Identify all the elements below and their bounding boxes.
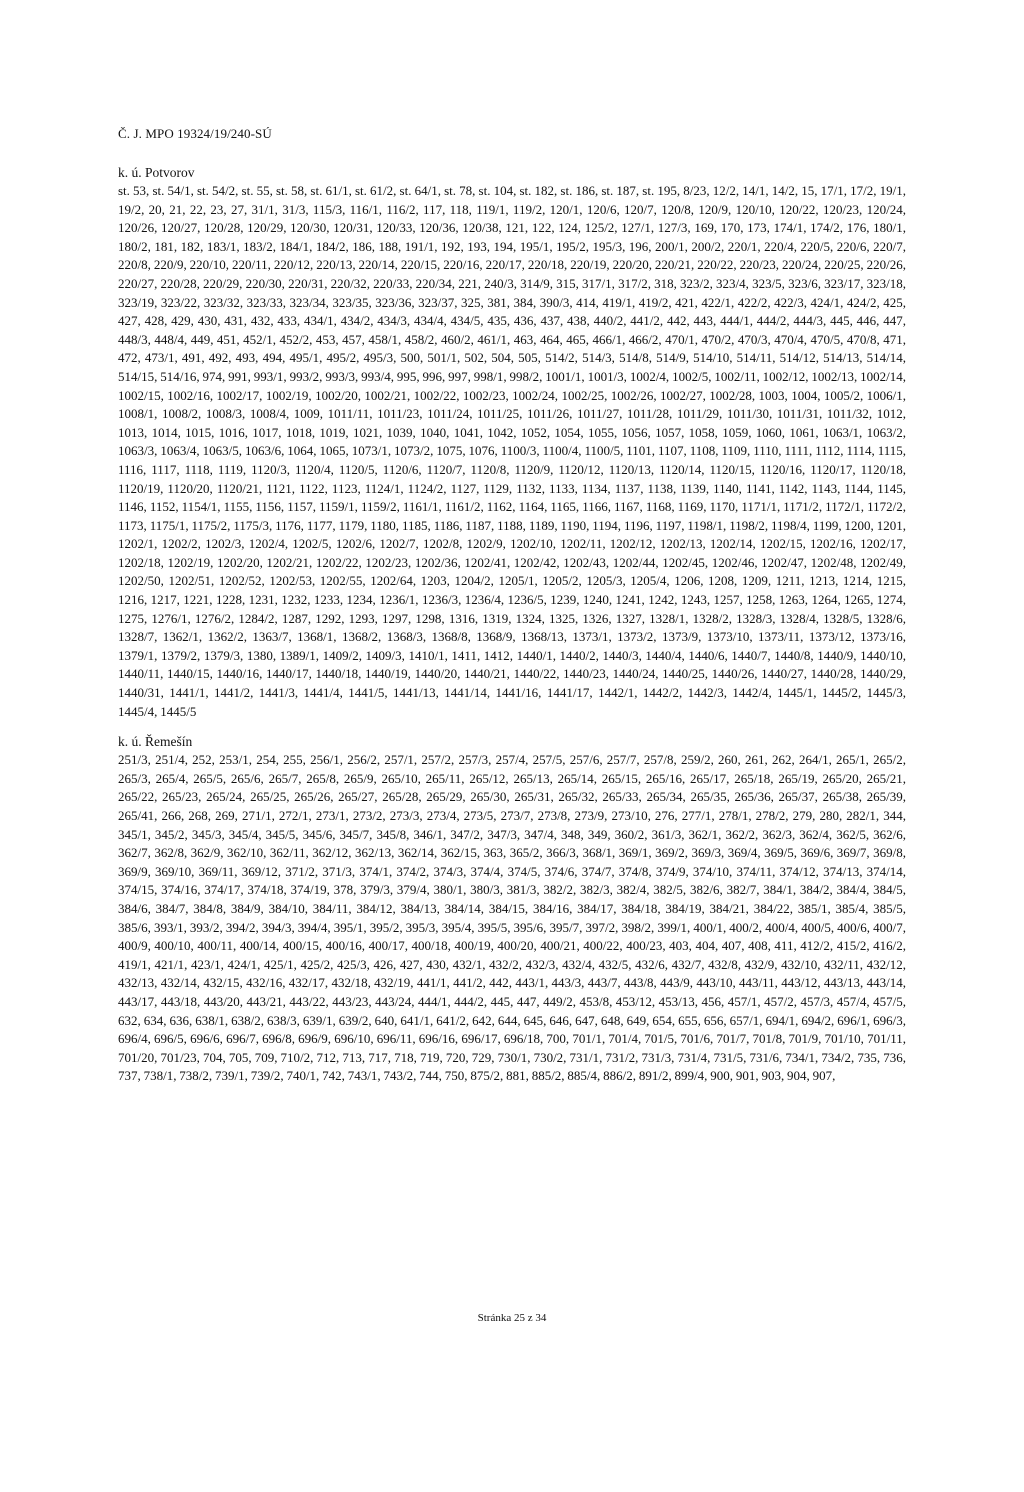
section-remesin [118, 733, 906, 1086]
document-page [118, 126, 906, 1086]
parcel-list: 251/3, 251/4, 252, 253/1, 254, 255, 256/1, 256/2, 257/1, 257/2, 257/3, 257/4, 257/5, 257/6, 257/7, 257/8, 259/2, 260, 261, 262, 264/1, 265/1, 265/2, 265/3, 265/4, 265/5, 265/6, 265/7, 265/8, 265/9, 265/10, 265/11, 265/12, 265/13, 265/14, 265/15, 265/16, 265/17, 265/18, 265/19, 265/20, 265/21, 265/22, 265/23, 265/24, 265/25, 265/26, 265/27, 265/28, 265/29, 265/30, 265/31, 265/32, 265/33, 265/34, 265/35, 265/36, 265/37, 265/38, 265/39, 265/41, 266, 268, 269, 271/1, 272/1, 273/1, 273/2, 273/3, 273/4, 273/5, 273/7, 273/8, 273/9, 273/10, 276, 277/1, 278/1, 278/2, 279, 280, 282/1, 344, 345/1, 345/2, 345/3, 345/4, 345/5, 345/6, 345/7, 345/8, 346/1, 347/2, 347/3, 347/4, 348, 349, 360/2, 361/3, 362/1, 362/2, 362/3, 362/4, 362/5, 362/6, 362/7, 362/8, 362/9, 362/10, 362/11, 362/12, 362/13, 362/14, 362/15, 363, 365/2, 366/3, 368/1, 369/1, 369/2, 369/3, 369/4, 369/5, 369/6, 369/7, 369/8, 369/9, 369/10, 369/11, 369/12, 371/2, 371/3, 374/1, 374/2, 374/3, 374/4, 374/5, 374/6, 374/7, 374/8, 374/9, 374/10, 374/11, 374/12, 374/13, 374/14, 374/15, 374/16, 374/17, 374/18, 374/19, 378, 379/3, 379/4, 380/1, 380/3, 381/3, 382/2, 382/3, 382/4, 382/5, 382/6, 382/7, 384/1, 384/2, 384/4, 384/5, 384/6, 384/7, 384/8, 384/9, 384/10, 384/11, 384/12, 384/13, 384/14, 384/15, 384/16, 384/17, 384/18, 384/19, 384/21, 384/22, 385/1, 385/4, 385/5, 385/6, 393/1, 393/2, 394/2, 394/3, 394/4, 395/1, 395/2, 395/3, 395/4, 395/5, 395/6, 395/7, 397/2, 398/2, 399/1, 400/1, 400/2, 400/4, 400/5, 400/6, 400/7, 400/9, 400/10, 400/11, 400/14, 400/15, 400/16, 400/17, 400/18, 400/19, 400/20, 400/21, 400/22, 400/23, 403, 404, 407, 408, 411, 412/2, 415/2, 416/2, 419/1, 421/1, 423/1, 424/1, 425/1, 425/2, 425/3, 426, 427, 430, 432/1, 432/2, 432/3, 432/4, 432/5, 432/6, 432/7, 432/8, 432/9, 432/10, 432/11, 432/12, 432/13, 432/14, 432/15, 432/16, 432/17, 432/18, 432/19, 441/1, 441/2, 442, 443/1, 443/3, 443/7, 443/8, 443/9, 443/10, 443/11, 443/12, 443/13, 443/14, 443/17, 443/18, 443/20, 443/21, 443/22, 443/23, 443/24, 444/1, 444/2, 445, 447, 449/2, 453/8, 453/12, 453/13, 456, 457/1, 457/2, 457/3, 457/4, 457/5, 632, 634, 636, 638/1, 638/2, 638/3, 639/1, 639/2, 640, 641/1, 641/2, 642, 644, 645, 646, 647, 648, 649, 654, 655, 656, 657/1, 694/1, 694/2, 696/1, 696/3, 696/4, 696/5, 696/6, 696/7, 696/8, 696/9, 696/10, 696/11, 696/16, 696/17, 696/18, 700, 701/1, 701/4, 701/5, 701/6, 701/7, 701/8, 701/9, 701/10, 701/11, 701/20, 701/23, 704, 705, 709, 710/2, 712, 713, 717, 718, 719, 720, 729, 730/1, 730/2, 731/1, 731/2, 731/3, 731/4, 731/5, 731/6, 734/1, 734/2, 735, 736, 737, 738/1, 738/2, 739/1, 739/2, 740/1, 742, 743/1, 743/2, 744, 750, 875/2, 881, 885/2, 885/4, 886/2, 891/2, 899/4, 900, 901, 903, 904, 907, [118, 752, 906, 1084]
page-number: Stránka 25 z 34 [477, 1312, 547, 1324]
section-potvorov [118, 164, 906, 721]
cadastral-area-title: k. ú. Řemešín [118, 734, 193, 750]
cadastral-area-title: k. ú. Potvorov [118, 165, 195, 180]
document-reference: Č. J. MPO 19324/19/240-SÚ [118, 126, 272, 141]
parcel-list: st. 53, st. 54/1, st. 54/2, st. 55, st. 58, st. 61/1, st. 61/2, st. 64/1, st. 78, st. 104, st. 182, st. 186, st. 187, st. 195, 8/23, 12/2, 14/1, 14/2, 15, 17/1, 17/2, 19/1, 19/2, 20, 21, 22, 23, 27, 31/1, 31/3, 115/3, 116/1, 116/2, 117, 118, 119/1, 119/2, 120/1, 120/6, 120/7, 120/8, 120/9, 120/10, 120/22, 120/23, 120/24, 120/26, 120/27, 120/28, 120/29, 120/30, 120/31, 120/33, 120/36, 120/38, 121, 122, 124, 125/2, 127/1, 127/3, 169, 170, 173, 174/1, 174/2, 176, 180/1, 180/2, 181, 182, 183/1, 183/2, 184/1, 184/2, 186, 188, 191/1, 192, 193, 194, 195/1, 195/2, 195/3, 196, 200/1, 200/2, 220/1, 220/4, 220/5, 220/6, 220/7, 220/8, 220/9, 220/10, 220/11, 220/12, 220/13, 220/14, 220/15, 220/16, 220/17, 220/18, 220/19, 220/20, 220/21, 220/22, 220/23, 220/24, 220/25, 220/26, 220/27, 220/28, 220/29, 220/30, 220/31, 220/32, 220/33, 220/34, 221, 240/3, 314/9, 315, 317/1, 317/2, 318, 323/2, 323/4, 323/5, 323/6, 323/17, 323/18, 323/19, 323/22, 323/32, 323/33, 323/34, 323/35, 323/36, 323/37, 325, 381, 384, 390/3, 414, 419/1, 419/2, 421, 422/1, 422/2, 422/3, 424/1, 424/2, 425, 427, 428, 429, 430, 431, 432, 433, 434/1, 434/2, 434/3, 434/4, 434/5, 435, 436, 437, 438, 440/2, 441/2, 442, 443, 444/1, 444/2, 444/3, 445, 446, 447, 448/3, 448/4, 449, 451, 452/1, 452/2, 453, 457, 458/1, 458/2, 460/2, 461/1, 463, 464, 465, 466/1, 466/2, 470/1, 470/2, 470/3, 470/4, 470/5, 470/8, 471, 472, 473/1, 491, 492, 493, 494, 495/1, 495/2, 495/3, 500, 501/1, 502, 504, 505, 514/2, 514/3, 514/8, 514/9, 514/10, 514/11, 514/12, 514/13, 514/14, 514/15, 514/16, 974, 991, 993/1, 993/2, 993/3, 993/4, 995, 996, 997, 998/1, 998/2, 1001/1, 1001/3, 1002/4, 1002/5, 1002/11, 1002/12, 1002/13, 1002/14, 1002/15, 1002/16, 1002/17, 1002/19, 1002/20, 1002/21, 1002/22, 1002/23, 1002/24, 1002/25, 1002/26, 1002/27, 1002/28, 1003, 1004, 1005/2, 1006/1, 1008/1, 1008/2, 1008/3, 1008/4, 1009, 1011/11, 1011/23, 1011/24, 1011/25, 1011/26, 1011/27, 1011/28, 1011/29, 1011/30, 1011/31, 1011/32, 1012, 1013, 1014, 1015, 1016, 1017, 1018, 1019, 1021, 1039, 1040, 1041, 1042, 1052, 1054, 1055, 1056, 1057, 1058, 1059, 1060, 1061, 1063/1, 1063/2, 1063/3, 1063/4, 1063/5, 1063/6, 1064, 1065, 1073/1, 1073/2, 1075, 1076, 1100/3, 1100/4, 1100/5, 1101, 1107, 1108, 1109, 1110, 1111, 1112, 1114, 1115, 1116, 1117, 1118, 1119, 1120/3, 1120/4, 1120/5, 1120/6, 1120/7, 1120/8, 1120/9, 1120/12, 1120/13, 1120/14, 1120/15, 1120/16, 1120/17, 1120/18, 1120/19, 1120/20, 1120/21, 1121, 1122, 1123, 1124/1, 1124/2, 1127, 1129, 1132, 1133, 1134, 1137, 1138, 1139, 1140, 1141, 1142, 1143, 1144, 1145, 1146, 1152, 1154/1, 1155, 1156, 1157, 1159/1, 1159/2, 1161/1, 1161/2, 1162, 1164, 1165, 1166, 1167, 1168, 1169, 1170, 1171/1, 1171/2, 1172/1, 1172/2, 1173, 1175/1, 1175/2, 1175/3, 1176, 1177, 1179, 1180, 1185, 1186, 1187, 1188, 1189, 1190, 1194, 1196, 1197, 1198/1, 1198/2, 1198/4, 1199, 1200, 1201, 1202/1, 1202/2, 1202/3, 1202/4, 1202/5, 1202/6, 1202/7, 1202/8, 1202/9, 1202/10, 1202/11, 1202/12, 1202/13, 1202/14, 1202/15, 1202/16, 1202/17, 1202/18, 1202/19, 1202/20, 1202/21, 1202/22, 1202/23, 1202/36, 1202/41, 1202/42, 1202/43, 1202/44, 1202/45, 1202/46, 1202/47, 1202/48, 1202/49, 1202/50, 1202/51, 1202/52, 1202/53, 1202/55, 1202/64, 1203, 1204/2, 1205/1, 1205/2, 1205/3, 1205/4, 1206, 1208, 1209, 1211, 1213, 1214, 1215, 1216, 1217, 1221, 1228, 1231, 1232, 1233, 1234, 1236/1, 1236/3, 1236/4, 1236/5, 1239, 1240, 1241, 1242, 1243, 1257, 1258, 1263, 1264, 1265, 1274, 1275, 1276/1, 1276/2, 1284/2, 1287, 1292, 1293, 1297, 1298, 1316, 1319, 1324, 1325, 1326, 1327, 1328/1, 1328/2, 1328/3, 1328/4, 1328/5, 1328/6, 1328/7, 1362/1, 1362/2, 1363/7, 1368/1, 1368/2, 1368/3, 1368/8, 1368/9, 1368/13, 1373/1, 1373/2, 1373/9, 1373/10, 1373/11, 1373/12, 1373/16, 1379/1, 1379/2, 1379/3, 1380, 1389/1, 1409/2, 1409/3, 1410/1, 1411, 1412, 1440/1, 1440/2, 1440/3, 1440/4, 1440/6, 1440/7, 1440/8, 1440/9, 1440/10, 1440/11, 1440/15, 1440/16, 1440/17, 1440/18, 1440/19, 1440/20, 1440/21, 1440/22, 1440/23, 1440/24, 1440/25, 1440/26, 1440/27, 1440/28, 1440/29, 1440/31, 1441/1, 1441/2, 1441/3, 1441/4, 1441/5, 1441/13, 1441/14, 1441/16, 1441/17, 1442/1, 1442/2, 1442/3, 1442/4, 1445/1, 1445/2, 1445/3, 1445/4, 1445/5 [118, 183, 906, 719]
